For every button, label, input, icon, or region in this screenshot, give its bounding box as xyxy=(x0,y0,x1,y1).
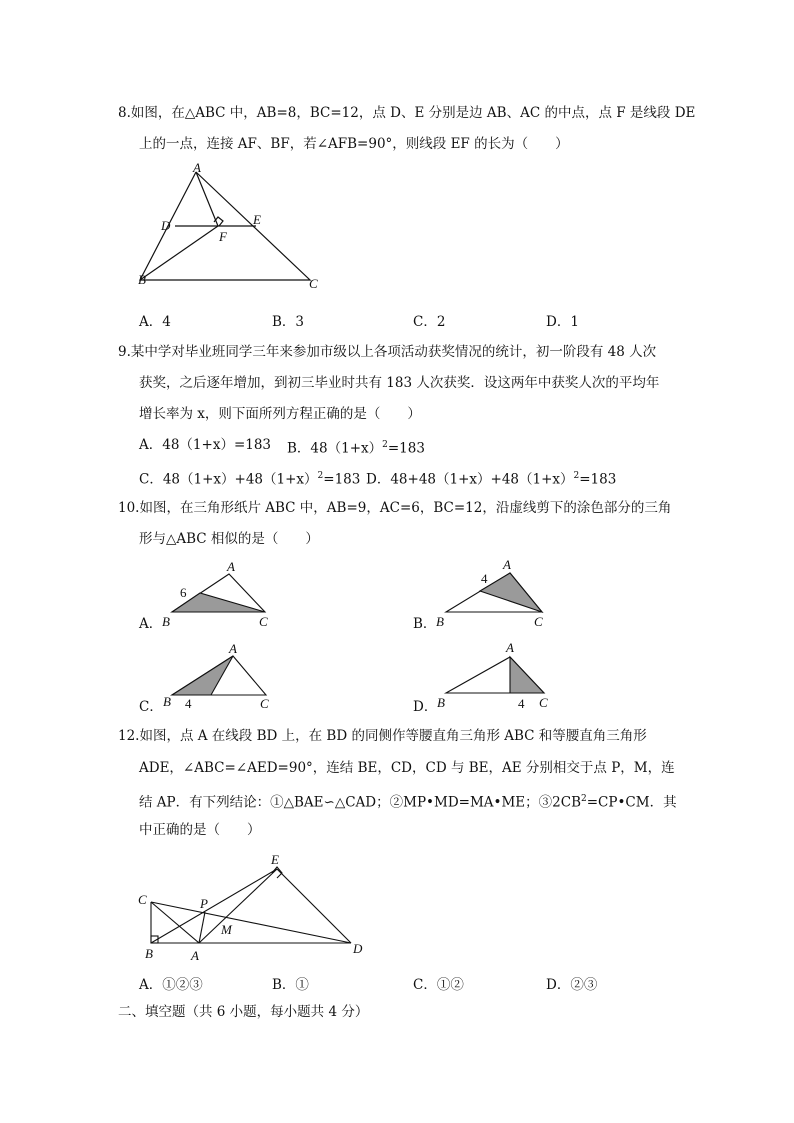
q9-option-b-text: B．48（1+x） xyxy=(287,440,383,457)
q10-figure-d xyxy=(432,640,562,715)
q9-stem-line3: 增长率为 x，则下面所列方程正确的是（ ） xyxy=(139,406,421,422)
q8-option-c: C．2 xyxy=(413,314,446,330)
q9-option-d xyxy=(366,467,616,489)
q12-stem-line2: ADE，∠ABC=∠AED=90°，连结 BE，CD，CD 与 BE，AE 分别相交于点 P，M，连 xyxy=(139,760,675,776)
section-2-heading: 二、填空题（共 6 小题，每小题共 4 分） xyxy=(118,1004,369,1020)
q12-stem-line4: 中正确的是（ ） xyxy=(139,822,261,838)
q12-label-p: P xyxy=(200,896,208,911)
q12-label-c: C xyxy=(138,892,147,907)
q9-option-b-rhs: =183 xyxy=(387,440,425,457)
q8-label-b: B xyxy=(138,272,146,287)
q12-option-b: B．① xyxy=(272,977,309,993)
q12-option-a: A．①②③ xyxy=(139,977,203,993)
q8-stem-line1: 8.如图，在△ABC 中，AB=8，BC=12，点 D、E 分别是边 AB、AC 的中点，点 F 是线段 DE xyxy=(118,105,696,121)
q8-label-d: D xyxy=(161,218,171,233)
q10d-label-b: B xyxy=(437,695,445,710)
q12-label-e: E xyxy=(271,852,279,867)
q9-option-b xyxy=(287,436,425,458)
q12-label-b: B xyxy=(145,946,153,961)
q10b-label-b: B xyxy=(436,614,444,629)
q8-figure xyxy=(130,160,330,290)
q8-label-c: C xyxy=(309,276,318,291)
q10a-label-6: 6 xyxy=(180,585,187,600)
q12-label-a: A xyxy=(191,948,199,963)
q10a-label-a: A xyxy=(227,559,235,574)
q9-option-a: A．48（1+x）=183 xyxy=(139,437,272,453)
q12-stem-line3-text: 结 AP．有下列结论：①△BAE∽△CAD；②MP•MD=MA•ME；③2CB xyxy=(139,794,582,811)
q10a-label-c: C xyxy=(259,614,268,629)
q9-option-c-text: C．48（1+x）+48（1+x） xyxy=(139,471,318,488)
q10-stem-line1: 10.如图，在三角形纸片 ABC 中，AB=9，AC=6，BC=12，沿虚线剪下的涂色部分的三角 xyxy=(118,500,672,516)
q9-stem-line2: 获奖，之后逐年增加，到初三毕业时共有 183 人次获奖．设这两年中获奖人次的平均年 xyxy=(139,375,660,391)
q8-option-b: B．3 xyxy=(272,314,305,330)
q8-label-e: E xyxy=(253,212,261,227)
q10-figure-a xyxy=(158,560,278,630)
q8-stem-line2: 上的一点，连接 AF、BF，若∠AFB=90°，则线段 EF 的长为（ ） xyxy=(139,136,569,152)
q10-figure-b xyxy=(432,555,562,629)
q12-option-d: D．②③ xyxy=(546,977,598,993)
q10-option-d-label: D． xyxy=(413,699,438,715)
q8-label-a: A xyxy=(193,160,201,175)
q12-stem-line3-rest: =CP•CM．其 xyxy=(586,794,677,811)
q10d-label-c: C xyxy=(539,695,548,710)
q9-option-c-rhs: =183 xyxy=(323,471,361,488)
q12-label-d: D xyxy=(353,941,363,956)
q10c-label-b: B xyxy=(163,694,171,709)
q9-option-d-text: D．48+48（1+x）+48（1+x） xyxy=(366,471,574,488)
q10-figure-c xyxy=(158,640,278,715)
q10c-label-c: C xyxy=(260,696,269,711)
q9-option-b-exponent: 2 xyxy=(382,440,388,450)
q9-stem-line1: 9.某中学对毕业班同学三年来参加市级以上各项活动获奖情况的统计，初一阶段有 48 人次 xyxy=(118,344,657,360)
q10-stem-line2: 形与△ABC 相似的是（ ） xyxy=(139,531,319,547)
q9-option-d-rhs: =183 xyxy=(579,471,617,488)
q10a-label-b: B xyxy=(162,614,170,629)
q10d-label-a: A xyxy=(506,640,514,655)
q9-option-c-exponent: 2 xyxy=(317,471,324,481)
q12-stem-line1: 12.如图，点 A 在线段 BD 上，在 BD 的同侧作等腰直角三角形 ABC 和等腰直角三角形 xyxy=(118,728,647,744)
q10d-label-4: 4 xyxy=(518,696,525,711)
q12-figure xyxy=(133,850,373,965)
q8-option-a: A．4 xyxy=(139,314,171,330)
q10-option-b-label: B． xyxy=(413,616,437,632)
q8-label-f: F xyxy=(219,229,227,244)
q10c-label-4: 4 xyxy=(185,696,192,711)
q12-exponent: 2 xyxy=(581,794,587,804)
q10b-label-a: A xyxy=(503,557,511,572)
q8-option-d: D．1 xyxy=(546,314,579,330)
q10-option-c-label: C． xyxy=(139,699,163,715)
q12-label-m: M xyxy=(221,922,232,937)
q10-option-a-label: A． xyxy=(139,616,163,632)
q10c-label-a: A xyxy=(229,641,237,656)
q10b-label-c: C xyxy=(534,614,543,629)
q10b-label-4: 4 xyxy=(481,571,488,586)
q12-option-c: C．①② xyxy=(413,977,464,993)
q9-option-d-exponent: 2 xyxy=(573,471,580,481)
q12-stem-line3 xyxy=(139,790,677,812)
q9-option-c xyxy=(139,467,360,489)
